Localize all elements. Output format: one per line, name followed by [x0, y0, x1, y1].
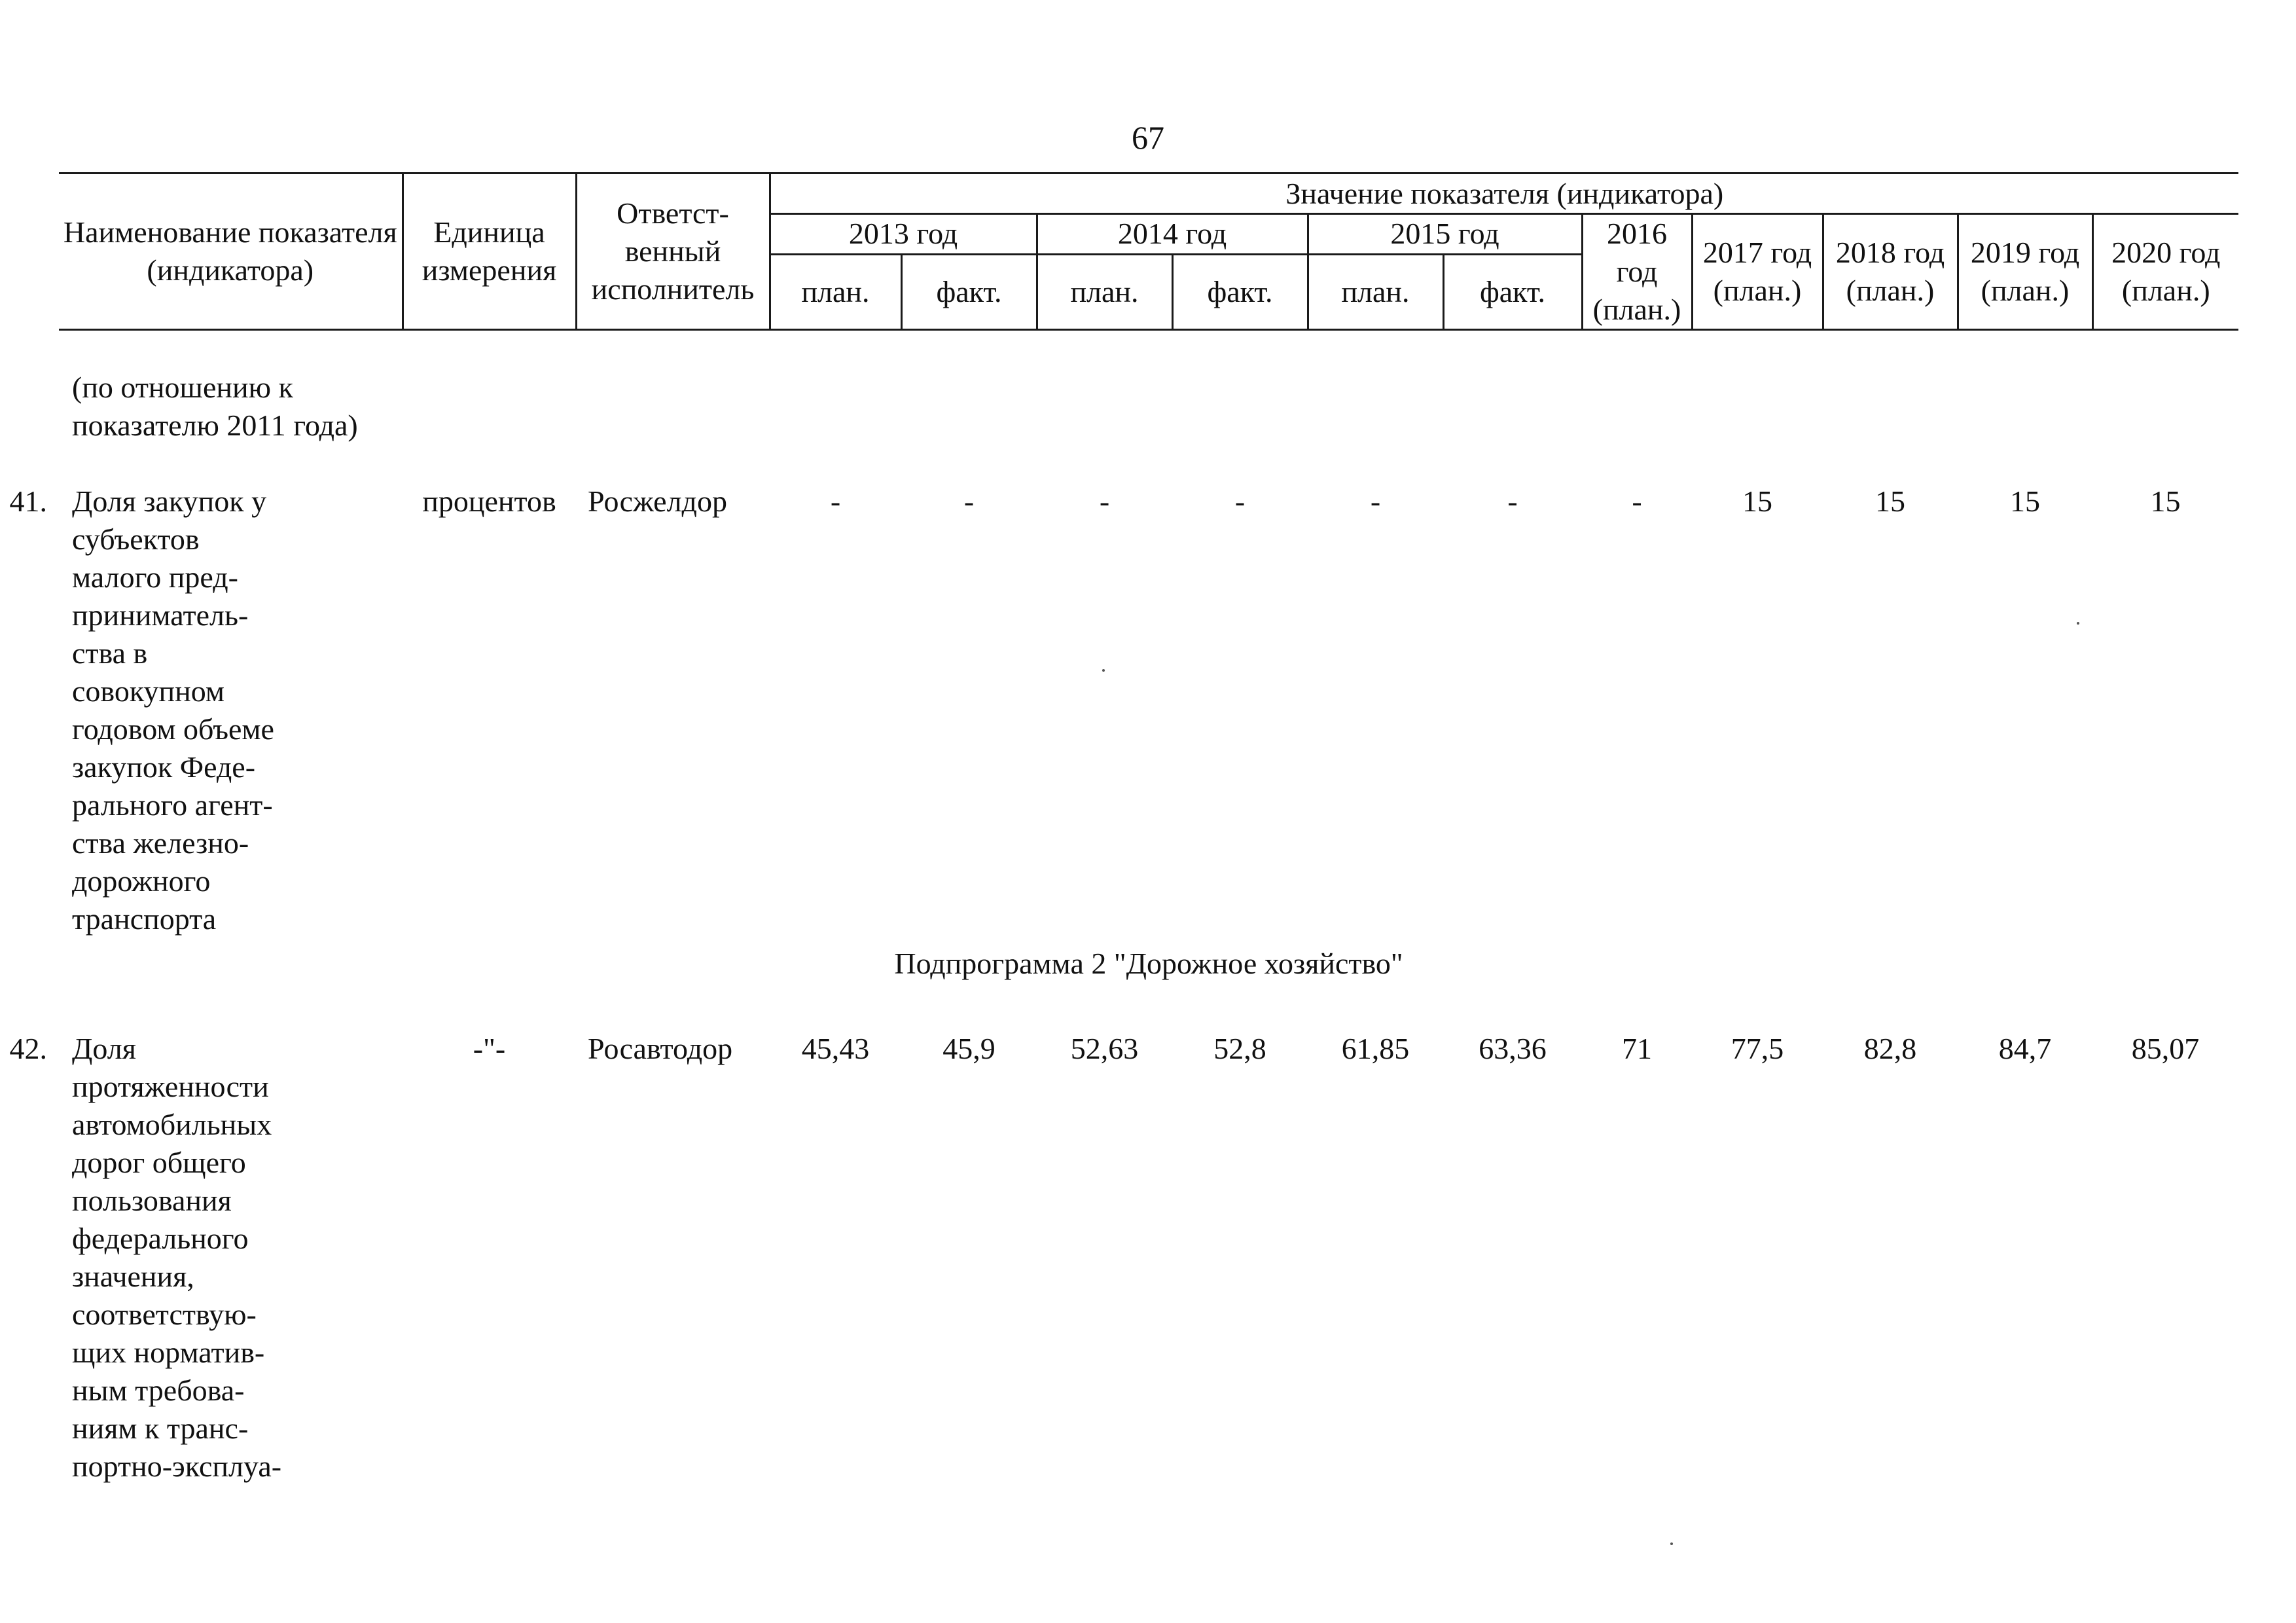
row-41-name: 41. Доля закупок у субъектов малого пред-приниматель-ства в совокупном годовом объеме закупок Феде-рального агент-ства железно-дорожного транспорта [59, 483, 403, 938]
row-42-number: 42. [9, 1032, 47, 1065]
table-row [59, 1030, 2238, 1486]
header-year-2020: 2020 год (план.) [2092, 214, 2238, 330]
row-41-2016: - [1632, 484, 1642, 518]
row-42-2020: 85,07 [2131, 1032, 2200, 1065]
row-42-2015-plan: 61,85 [1341, 1032, 1410, 1065]
scan-speck [2077, 622, 2079, 625]
row-42-unit: -"- [473, 1032, 506, 1065]
row-41-2018: 15 [1875, 484, 1905, 518]
row-42-2018: 82,8 [1863, 1032, 1917, 1065]
header-name: Наименование показателя (индикатора) [59, 173, 403, 330]
row-41-2014-fact: - [1234, 484, 1246, 518]
row-42-name: 42. Доля протяженности автомобильных дорог общего пользования федерального значения, соответствую-щих норматив-ным требова-ниям к транс-портно-эксплуа- [59, 1030, 403, 1486]
row-42-2019: 84,7 [1998, 1032, 2052, 1065]
header-year-2017: 2017 год (план.) [1692, 214, 1823, 330]
subprogram-title: Подпрограмма 2 "Дорожное хозяйство" [894, 947, 1403, 980]
row-42-2016: 71 [1622, 1032, 1652, 1065]
header-year-2018: 2018 год (план.) [1823, 214, 1958, 330]
header-2013-fact: факт. [901, 254, 1037, 329]
header-year-2014: 2014 год [1037, 214, 1308, 255]
subprogram-row [59, 938, 2238, 1030]
row-42-2014-fact: 52,8 [1213, 1032, 1266, 1065]
header-unit: Единица измерения [403, 173, 576, 330]
row-42-2013-fact: 45,9 [942, 1032, 996, 1065]
row-41-2014-plan: - [1099, 484, 1110, 518]
row-41-2013-plan: - [830, 484, 841, 518]
scan-speck [1670, 1542, 1673, 1545]
header-2015-plan: план. [1308, 254, 1443, 329]
row-42-2013-plan: 45,43 [801, 1032, 870, 1065]
row-41-2019: 15 [2010, 484, 2040, 518]
row-41-number: 41. [9, 484, 47, 518]
header-value-group: Значение показателя (индикатора) [770, 173, 2238, 214]
row-41-2015-fact: - [1507, 484, 1518, 518]
scan-speck [1102, 669, 1105, 672]
row-continuation-name: (по отношению к показателю 2011 года) [72, 371, 358, 442]
header-2014-plan: план. [1037, 254, 1172, 329]
row-41-2020: 15 [2150, 484, 2181, 518]
row-42-executor: Росавтодор [588, 1032, 733, 1065]
table-row [59, 483, 2238, 938]
page-number: 67 [1132, 119, 1164, 156]
header-executor: Ответст-венный исполнитель [576, 173, 770, 330]
header-year-2016: 2016 год (план.) [1582, 214, 1692, 330]
row-42-2015-fact: 63,36 [1479, 1032, 1547, 1065]
table-row [59, 369, 2238, 445]
row-42-2017: 77,5 [1731, 1032, 1784, 1065]
header-year-2019: 2019 год (план.) [1958, 214, 2092, 330]
header-2015-fact: факт. [1443, 254, 1582, 329]
header-2013-plan: план. [770, 254, 901, 329]
header-year-2013: 2013 год [770, 214, 1037, 255]
header-year-2015: 2015 год [1308, 214, 1582, 255]
row-41-executor: Росжелдор [588, 484, 727, 518]
row-41-2015-plan: - [1370, 484, 1381, 518]
indicators-table [9, 172, 2238, 1486]
header-2014-fact: факт. [1172, 254, 1308, 329]
row-41-unit: процентов [422, 484, 556, 518]
row-41-2017: 15 [1742, 484, 1772, 518]
row-42-2014-plan: 52,63 [1070, 1032, 1139, 1065]
row-41-2013-fact: - [963, 484, 975, 518]
